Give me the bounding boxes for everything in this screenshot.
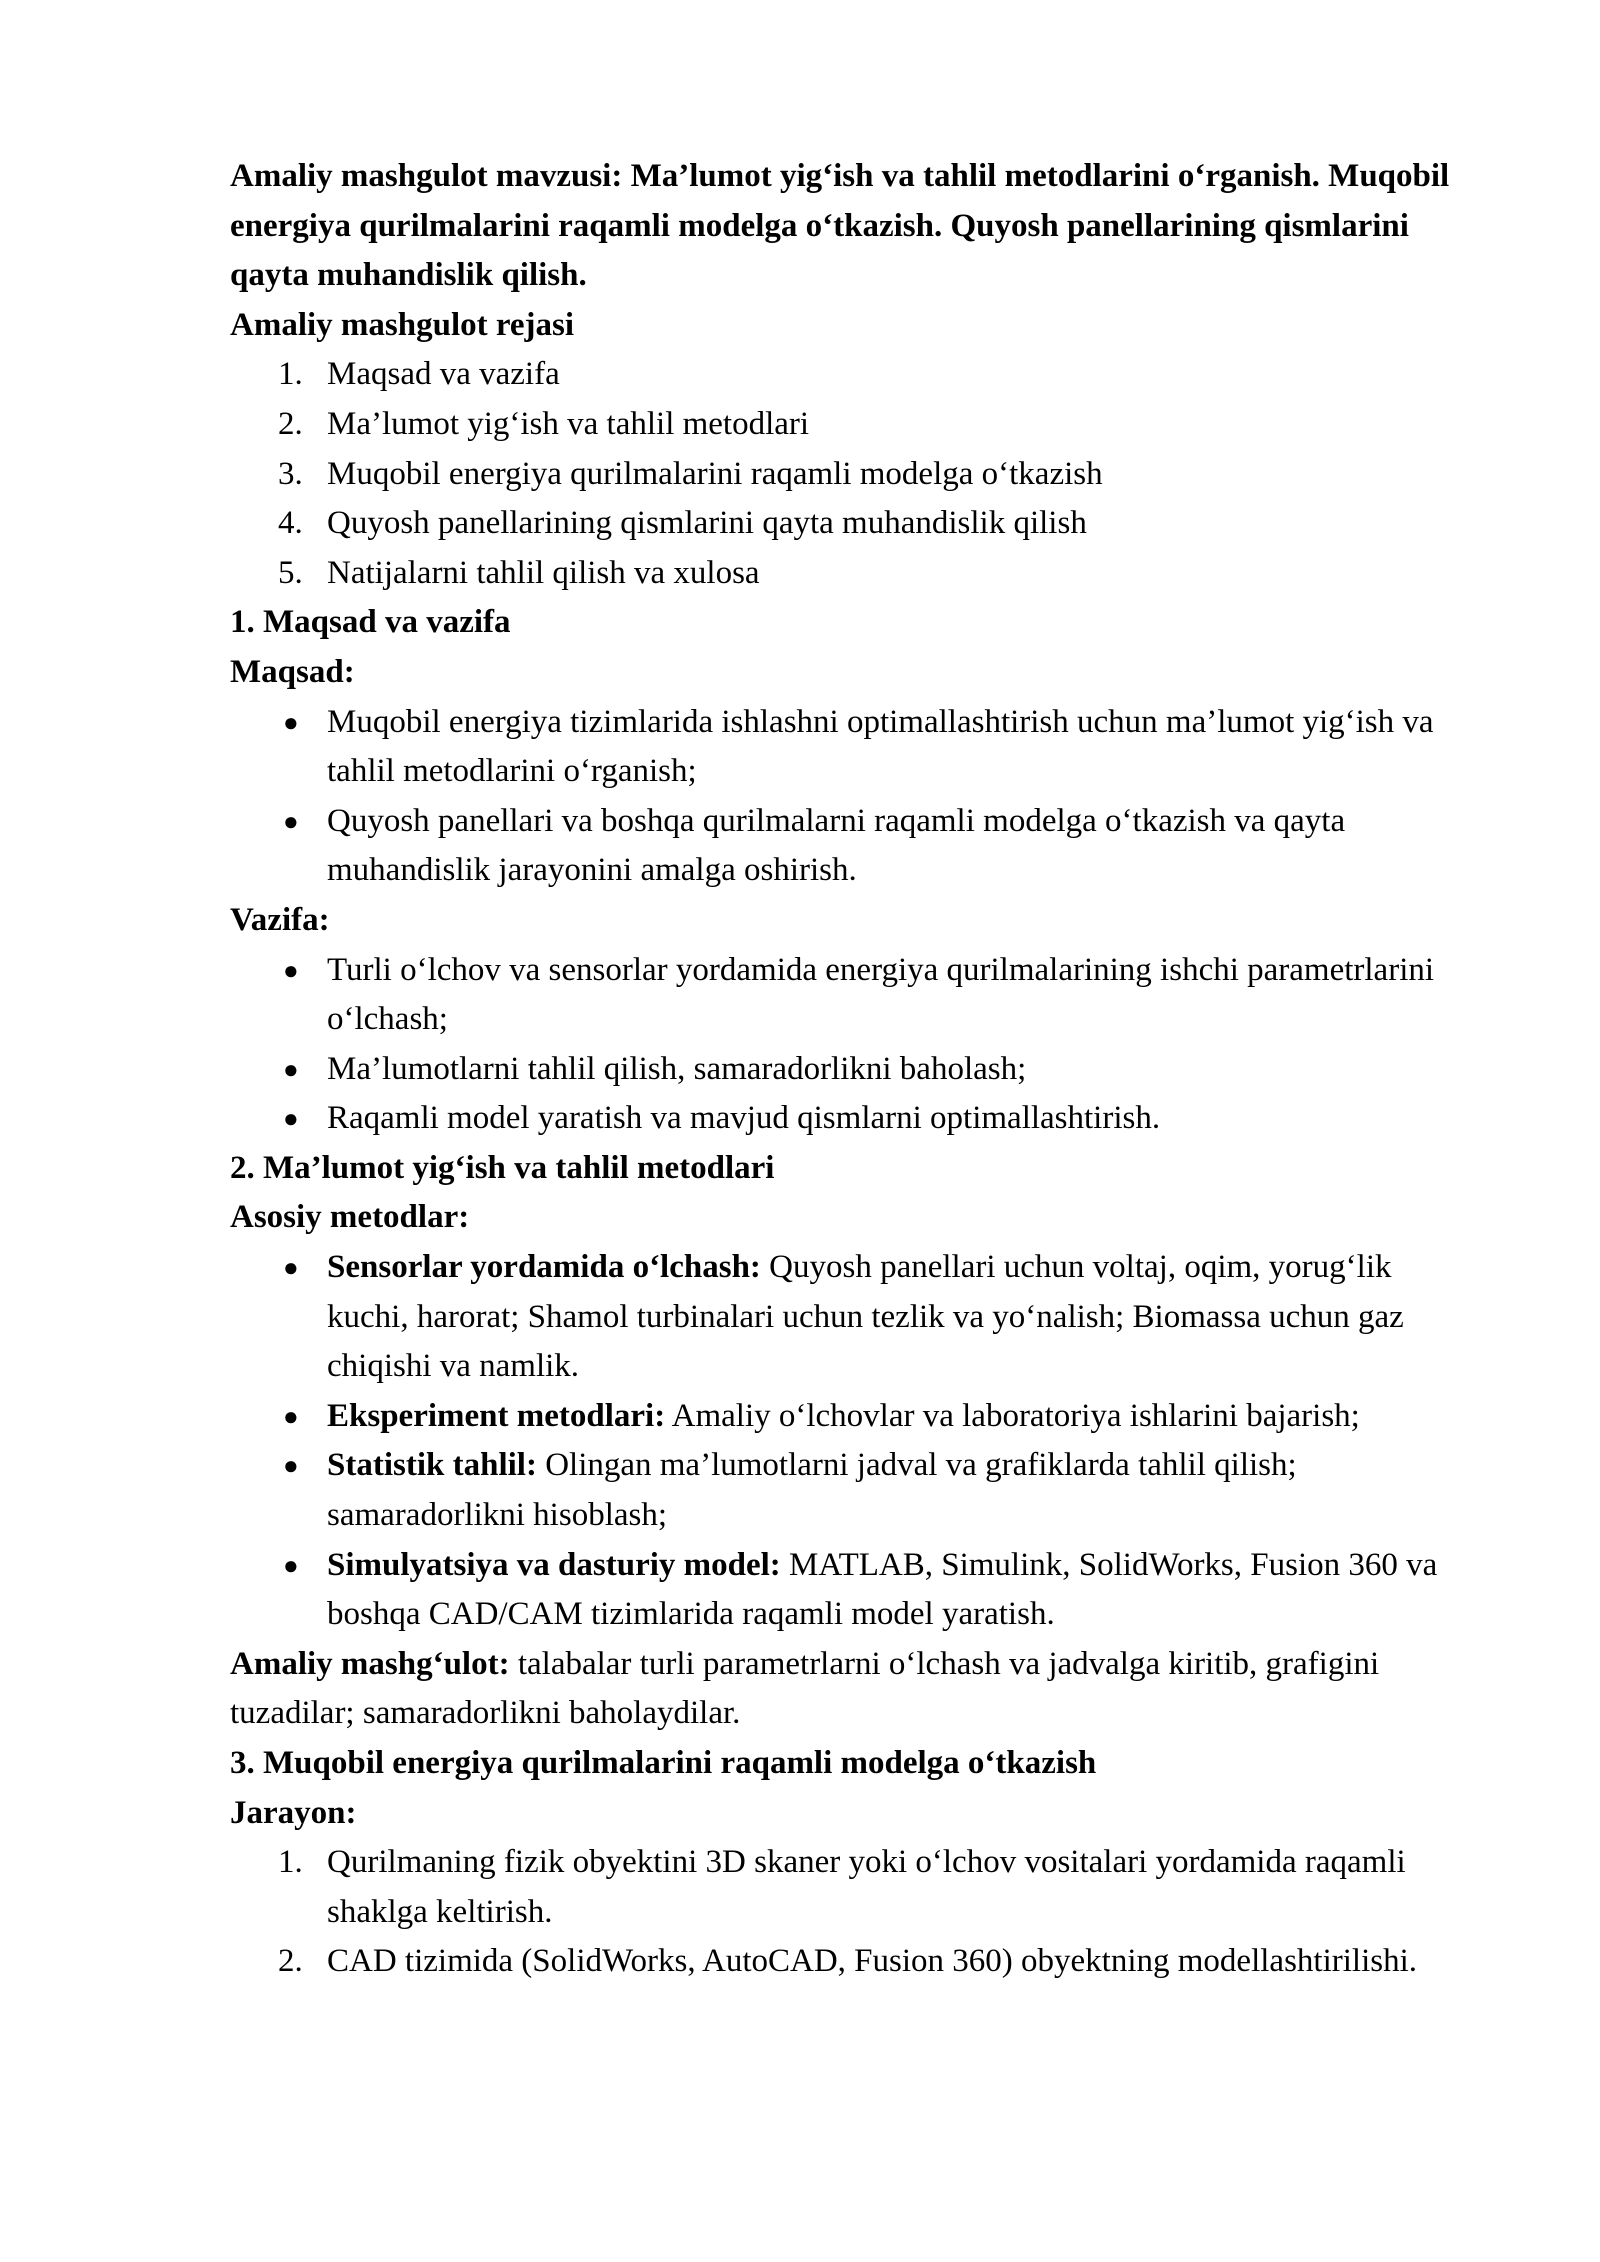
plan-item-number: 3. [278,455,303,492]
task-item [230,1094,1460,1144]
plan-item-text: Muqobil energiya qurilmalarini raqamli modelga o‘tkazish [327,455,1103,492]
goal-text: Quyosh panellari va boshqa qurilmalarni raqamli modelga o‘tkazish va qayta muhandislik jarayonini amalga oshirish. [327,802,1346,889]
goal-item [230,698,1460,797]
task-list [230,946,1460,1144]
plan-item-text: Maqsad va vazifa [327,356,560,393]
document-title: Amaliy mashgulot mavzusi: Ma’lumot yig‘ish va tahlil metodlarini o‘rganish. Muqobil energiya qurilmalarini raqamli modelga o‘tkazish. Quyosh panellarining qismlarini qayta muhandislik qilish. [230,158,1450,294]
methods-label: Asosiy metodlar: [230,1199,470,1236]
method-item [230,1541,1460,1640]
method-text: MATLAB, Simulink, SolidWorks, Fusion 360 va boshqa CAD/CAM tizimlarida raqamli model yaratish. [327,1546,1438,1633]
plan-item [230,549,1460,599]
plan-item-number: 5. [278,554,303,591]
process-step-number: 2. [278,1943,303,1980]
goal-list [230,698,1460,896]
bullet-icon: ● [283,1253,299,1283]
process-step [230,1838,1460,1937]
bullet-icon: ● [283,1104,299,1134]
task-label: Vazifa: [230,901,330,938]
process-step [230,1937,1460,1987]
method-item [230,1392,1460,1442]
method-label: Sensorlar yordamida o‘lchash: [327,1249,761,1286]
bullet-icon: ● [283,955,299,985]
goal-text: Muqobil energiya tizimlarida ishlashni optimallashtirish uchun ma’lumot yig‘ish va tahlil metodlarini o‘rganish; [327,703,1434,790]
task-text: Ma’lumotlarni tahlil qilish, samaradorlikni baholash; [327,1050,1027,1087]
plan-item-text: Natijalarni tahlil qilish va xulosa [327,554,760,591]
plan-list [230,350,1460,598]
task-text: Turli o‘lchov va sensorlar yordamida energiya qurilmalarining ishchi parametrlarini o‘lchash; [327,951,1435,1038]
method-item [230,1441,1460,1540]
method-label: Simulyatsiya va dasturiy model: [327,1546,781,1583]
practice-text: talabalar turli parametrlarni o‘lchash va jadvalga kiritib, grafigini tuzadilar; samaradorlikni baholaydilar. [230,1645,1380,1732]
process-step-text: Qurilmaning fizik obyektini 3D skaner yoki o‘lchov vositalari yordamida raqamli shaklga keltirish. [327,1844,1406,1930]
method-text: Quyosh panellari uchun voltaj, oqim, yorug‘lik kuchi, harorat; Shamol turbinalari uchun tezlik va yo‘nalish; Biomassa uchun gaz chiqishi va namlik. [327,1249,1404,1385]
goal-label: Maqsad: [230,653,355,690]
task-item [230,946,1460,1045]
plan-item [230,350,1460,400]
bullet-icon: ● [283,1451,299,1481]
bullet-icon: ● [283,1054,299,1084]
section-1-heading: 1. Maqsad va vazifa [230,604,511,641]
process-step-text: CAD tizimida (SolidWorks, AutoCAD, Fusion 360) obyektning modellashtirilishi. [327,1943,1417,1980]
document-page [230,152,1460,1987]
bullet-icon: ● [283,1550,299,1580]
practice-label: Amaliy mashg‘ulot: [230,1645,510,1682]
bullet-icon: ● [283,806,299,836]
bullet-icon: ● [283,1401,299,1431]
plan-item-text: Ma’lumot yig‘ish va tahlil metodlari [327,405,810,442]
section-2-heading: 2. Ma’lumot yig‘ish va tahlil metodlari [230,1149,775,1186]
task-item [230,1045,1460,1095]
plan-item-text: Quyosh panellarining qismlarini qayta muhandislik qilish [327,505,1087,542]
plan-item [230,450,1460,500]
method-text: Amaliy o‘lchovlar va laboratoriya ishlarini bajarish; [665,1397,1360,1434]
plan-item-number: 4. [278,505,303,542]
goal-item [230,797,1460,896]
plan-heading: Amaliy mashgulot rejasi [230,306,575,343]
plan-item-number: 1. [278,356,303,393]
process-step-number: 1. [278,1844,303,1881]
practice-paragraph [230,1640,1460,1739]
method-label: Eksperiment metodlari: [327,1397,666,1434]
plan-item [230,400,1460,450]
method-item [230,1243,1460,1392]
bullet-icon: ● [283,707,299,737]
methods-list [230,1243,1460,1640]
method-label: Statistik tahlil: [327,1447,537,1484]
process-label: Jarayon: [230,1794,357,1831]
section-3-heading: 3. Muqobil energiya qurilmalarini raqamli modelga o‘tkazish [230,1745,1097,1781]
process-list [230,1838,1460,1987]
plan-item-number: 2. [278,405,303,442]
task-text: Raqamli model yaratish va mavjud qismlarni optimallashtirish. [327,1100,1161,1137]
plan-item [230,499,1460,549]
method-text: Olingan ma’lumotlarni jadval va grafiklarda tahlil qilish; samaradorlikni hisoblash; [327,1447,1297,1534]
